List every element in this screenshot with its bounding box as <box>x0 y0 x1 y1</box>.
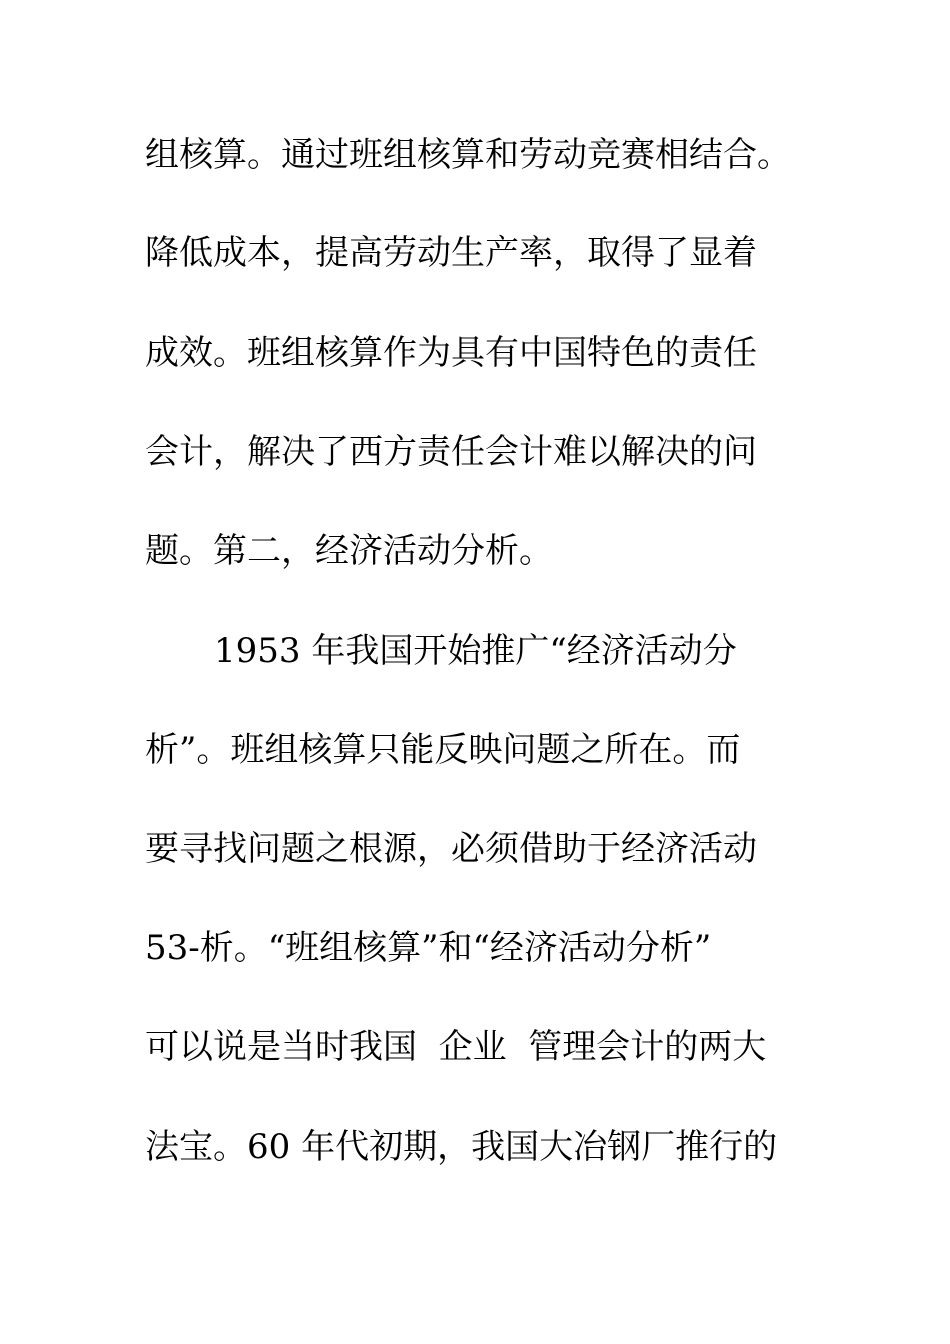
text-line-11: 法宝。60 年代初期，我国大冶钢厂推行的 <box>145 1127 778 1167</box>
text-line-9: 53-析。“班组核算”和“经济活动分析” <box>145 928 712 968</box>
text-line-5: 题。第二，经济活动分析。 <box>145 531 553 571</box>
text-line-2: 降低成本，提高劳动生产率，取得了显着 <box>145 233 757 273</box>
text-line-1: 组核算。通过班组核算和劳动竞赛相结合。 <box>145 135 791 175</box>
text-line-8: 要寻找问题之根源，必须借助于经济活动 <box>145 829 757 869</box>
text-line-3: 成效。班组核算作为具有中国特色的责任 <box>145 333 757 373</box>
text-line-10: 可以说是当时我国 企业 管理会计的两大 <box>145 1027 767 1067</box>
text-line-4: 会计，解决了西方责任会计难以解决的问 <box>145 432 757 472</box>
text-line-7: 析”。班组核算只能反映问题之所在。而 <box>145 730 741 770</box>
text-line-6: 1953 年我国开始推广“经济活动分 <box>214 631 737 671</box>
